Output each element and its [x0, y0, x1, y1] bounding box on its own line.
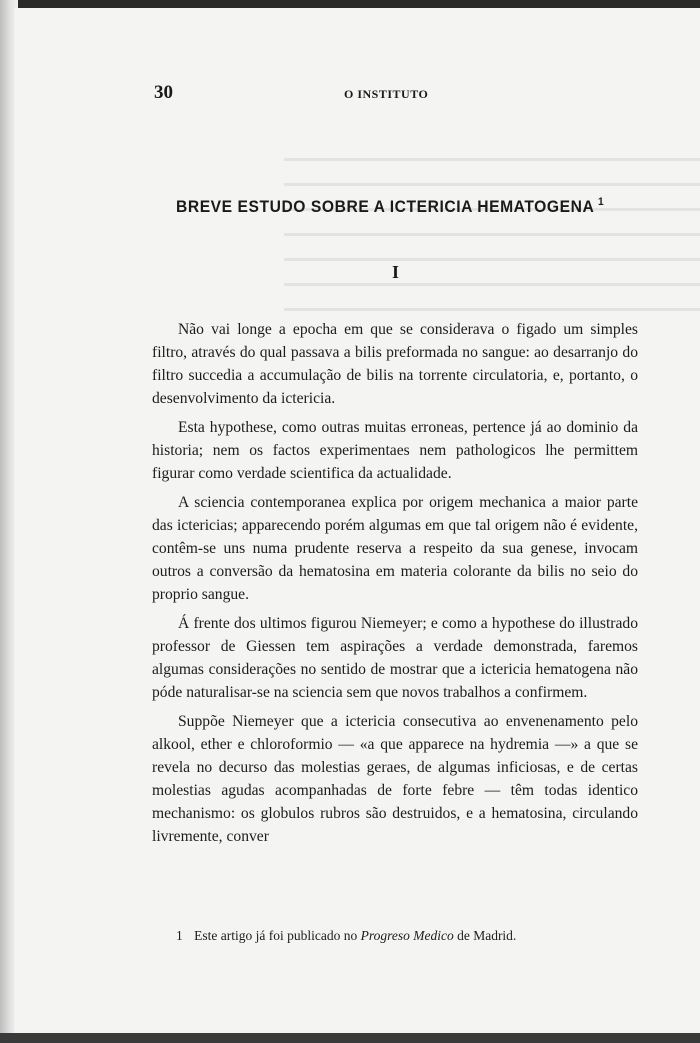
paragraph: Não vai longe a epocha em que se considerava o figado um simples filtro, através do qual passava a bilis preformada no sangue: ao desarranjo do filtro succedia a accumulação de bilis na torrente circulatoria, e, portanto, o desenvolvimento da ictericia. [152, 321, 638, 407]
paragraph: A sciencia contemporanea explica por origem mechanica a maior parte das ictericias; apparecendo porém algumas em que tal origem não é evidente, contêm-se uns numa prudente reserva a respeito da sua genese, invocam outros a conversão da hematosina em materia colorante da bilis no seio do proprio sangue. [152, 494, 638, 603]
running-head: O INSTITUTO [344, 87, 429, 101]
paragraph: Esta hypothese, como outras muitas erroneas, pertence já ao dominio da historia; nem os factos experimentaes nem pathologicos lhe permittem figurar como verdade scientifica da actualidade. [152, 419, 638, 482]
scan-bottom-edge [0, 1033, 700, 1043]
paragraph: Á frente dos ultimos figurou Niemeyer; e como a hypothese do illustrado professor de Giessen tem aspirações a verdade demonstrada, faremos algumas considerações no sentido de mostrar que a ictericia hematogena não póde naturalisar-se na sciencia sem que novos trabalhos a confirmem. [152, 615, 638, 701]
page-header [154, 82, 634, 106]
title-footnote-ref: 1 [597, 196, 605, 208]
footnote [176, 928, 616, 944]
footnote-text-before: Este artigo já foi publicado no [194, 928, 358, 943]
section-numeral: I [392, 262, 400, 282]
article-body [152, 318, 638, 854]
paragraph: Suppõe Niemeyer que a ictericia consecutiva ao envenenamento pelo alkool, ether e chloroformio — «a que apparece na hydremia —» a que se revela no decurso das molestias geraes, de algumas inficiosas, e de certas molestias agudas acompanhadas de forte febre — têm todas identico mechanismo: os globulos rubros são destruidos, e a hematosina, circulando livremente, conver [152, 713, 638, 845]
footnote-text-after: de Madrid. [457, 928, 517, 943]
footnote-mark: 1 [176, 928, 183, 943]
page-number: 30 [154, 82, 173, 103]
footnote-journal: Progreso Medico [360, 928, 454, 943]
article-title-text: BREVE ESTUDO SOBRE A ICTERICIA HEMATOGENA [176, 197, 595, 216]
article-title [176, 196, 605, 217]
